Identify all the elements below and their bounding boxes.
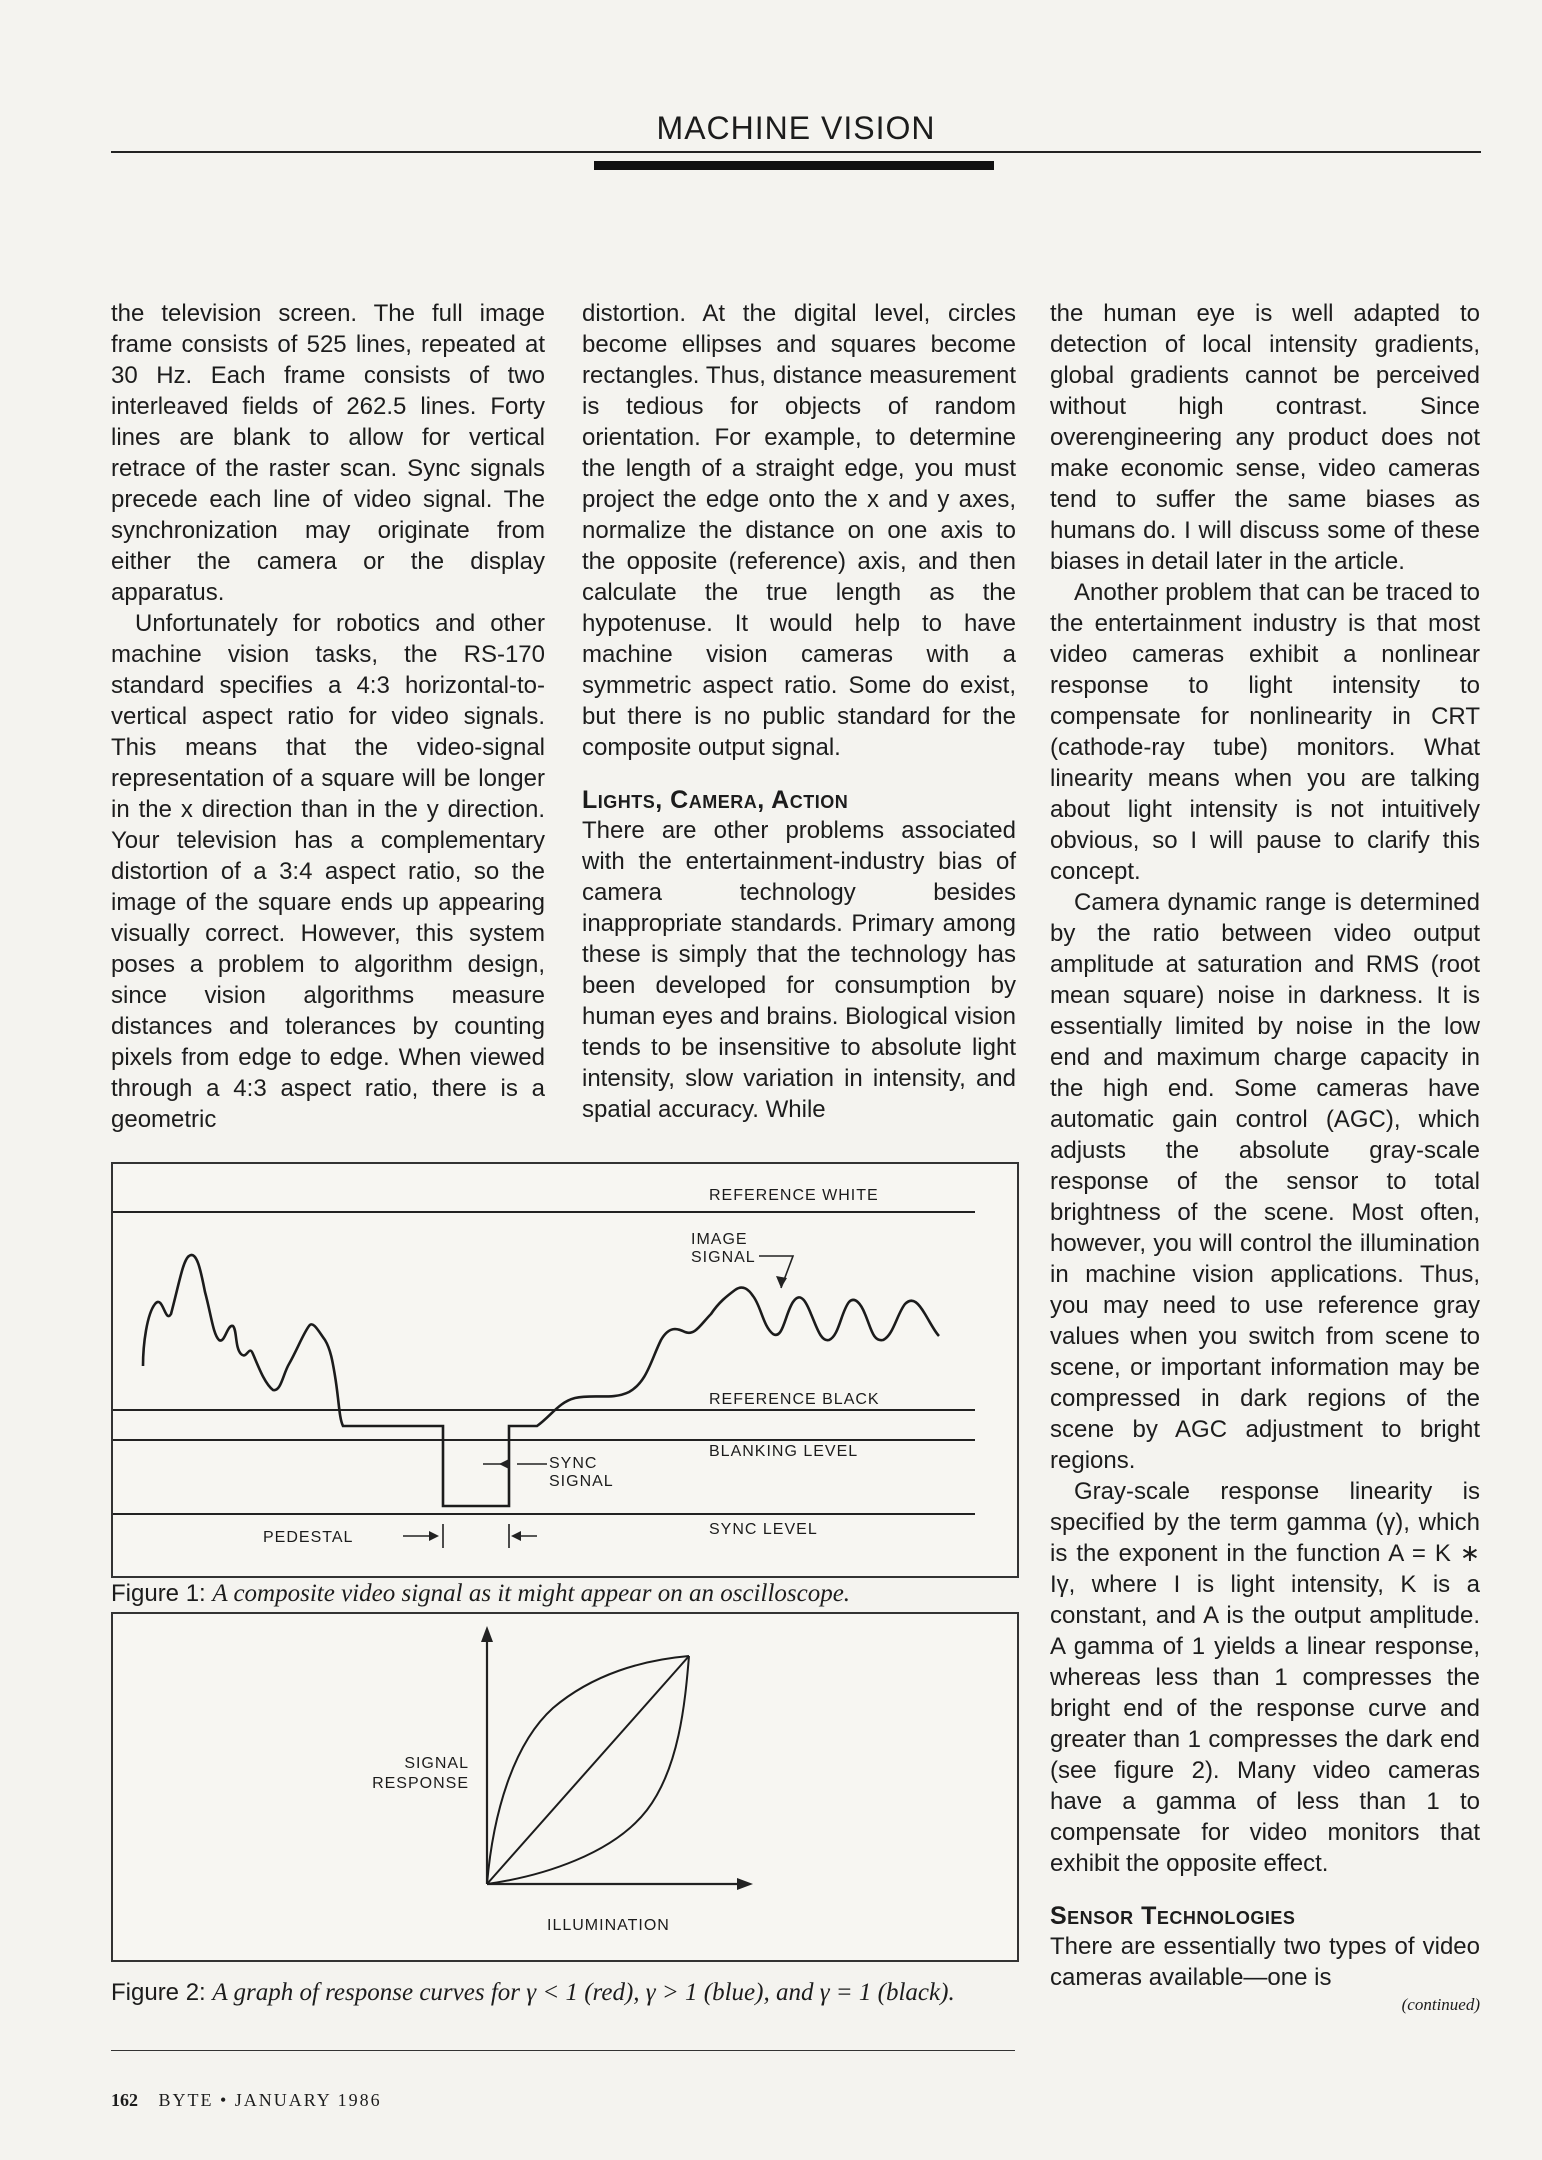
- sync-level-label: SYNC LEVEL: [709, 1521, 818, 1538]
- pedestal-arrowhead-right: [511, 1531, 521, 1541]
- sync-signal-label-line1: SYNC: [549, 1455, 598, 1472]
- figure-1-caption-prefix: Figure 1:: [111, 1580, 206, 1607]
- sync-signal-label-line2: SIGNAL: [549, 1473, 614, 1490]
- illumination-label: ILLUMINATION: [547, 1917, 670, 1934]
- figure-1-caption: [111, 1579, 1015, 1609]
- paragraph: the human eye is well adapted to detection of local intensity gradients, global gradients cannot be perceived without high contrast. Since overengineering any product does not make economic sense, video cameras tend to suffer the same biases as humans do. I will discuss some of these biases in detail later in the article.: [1050, 300, 1480, 575]
- blanking-level-label: BLANKING LEVEL: [709, 1443, 859, 1460]
- paragraph: There are essentially two types of video cameras available—one is: [1050, 1933, 1480, 1991]
- page-number: 162: [111, 2090, 138, 2110]
- publication-info: BYTE • JANUARY 1986: [158, 2090, 382, 2110]
- image-signal-label-line1: IMAGE: [691, 1231, 748, 1248]
- image-signal-arrowhead: [776, 1276, 787, 1288]
- reference-white-label: REFERENCE WHITE: [709, 1187, 879, 1204]
- paragraph: distortion. At the digital level, circles become ellipses and squares become rectangles. Thus, distance measurement is tedious for objects of random orientation. For example, to determine the length of a straight edge, you must project the edge onto the x and y axes, normalize the distance on one axis to the opposite (reference) axis, and then calculate the true length as the hypotenuse. It would help to have machine vision cameras with a symmetric aspect ratio. Some do exist, but there is no public standard for the composite output signal.: [582, 300, 1016, 761]
- paragraph: Camera dynamic range is determined by the ratio between video output amplitude at saturation and RMS (root mean square) noise in darkness. It is essentially limited by noise in the low end and maximum charge capacity in the high end. Some cameras have automatic gain control (AGC), which adjusts the absolute gray-scale response of the sensor to total brightness of the scene. Most often, however, you will control the illumination in machine vision applications. Thus, you may need to use reference gray values when you switch from scene to scene, or important information may be compressed in dark regions of the scene by AGC adjustment to bright regions.: [1050, 889, 1480, 1474]
- gamma-equals-1-curve: [487, 1656, 689, 1884]
- x-axis-arrowhead: [737, 1878, 753, 1890]
- figure-2-diagram: [113, 1614, 1017, 1960]
- figure-1-composite-video-signal: [111, 1162, 1019, 1578]
- page-header: [111, 105, 1481, 153]
- section-title: MACHINE VISION: [656, 110, 936, 146]
- figure-2-caption-text: A graph of response curves for γ < 1 (red), γ > 1 (blue), and γ = 1 (black).: [212, 1979, 955, 2006]
- text-column-3: [1050, 298, 1480, 2017]
- figure-2-caption-prefix: Figure 2:: [111, 1979, 206, 2006]
- image-signal-pointer: [759, 1256, 793, 1288]
- page-footer: [111, 2090, 382, 2111]
- figure-1-caption-text: A composite video signal as it might appear on an oscilloscope.: [212, 1580, 851, 1607]
- reference-black-label: REFERENCE BLACK: [709, 1391, 880, 1408]
- figure-2-caption-rule: [111, 2050, 1015, 2051]
- section-heading-lights-camera-action: Lights, Camera, Action: [582, 786, 849, 814]
- paragraph: Gray-scale response linearity is specified by the term gamma (γ), which is the exponent in the function A = K ∗ Iγ, where I is light intensity, K is a constant, and A is the output amplitude. A gamma of 1 yields a linear response, whereas less than 1 compresses the bright end of the response curve and greater than 1 compresses the dark end (see figure 2). Many video cameras have a gamma of less than 1 to compensate for video monitors that exhibit the opposite effect.: [1050, 1478, 1480, 1877]
- figure-2-caption: [111, 1978, 1015, 2008]
- image-signal-label-line2: SIGNAL: [691, 1249, 756, 1266]
- text-column-2: [582, 298, 1016, 1125]
- paragraph: Another problem that can be traced to the entertainment industry is that most video cameras exhibit a nonlinear response to light intensity to compensate for nonlinearity in CRT (cathode-ray tube) monitors. What linearity means when you are talking about light intensity is not intuitively obvious, so I will pause to clarify this concept.: [1050, 579, 1480, 885]
- signal-response-label-line2: RESPONSE: [372, 1775, 469, 1792]
- figure-2-response-curves: [111, 1612, 1019, 1962]
- paragraph: the television screen. The full image frame consists of 525 lines, repeated at 30 Hz. Each frame consists of two interleaved fields of 262.5 lines. Forty lines are blank to allow for vertical retrace of the raster scan. Sync signals precede each line of video signal. The synchronization may originate from either the camera or the display apparatus.: [111, 300, 545, 606]
- paragraph: Unfortunately for robotics and other machine vision tasks, the RS-170 standard specifies a 4:3 horizontal-to-vertical aspect ratio for video signals. This means that the video-signal representation of a square will be longer in the x direction than in the y direction. Your television has a complementary distortion of a 3:4 aspect ratio, so the image of the square ends up appearing visually correct. However, this system poses a problem to algorithm design, since vision algorithms measure distances and tolerances by counting pixels from edge to edge. When viewed through a 4:3 aspect ratio, there is a geometric: [111, 610, 545, 1133]
- paragraph: There are other problems associated with the entertainment-industry bias of camera technology besides inappropriate standards. Primary among these is simply that the technology has been developed for consumption by human eyes and brains. Biological vision tends to be insensitive to absolute light intensity, slow variation in intensity, and spatial accuracy. While: [582, 817, 1016, 1123]
- signal-response-label-line1: SIGNAL: [404, 1755, 469, 1772]
- figure-1-diagram: [113, 1164, 1017, 1576]
- section-heading-sensor-technologies: Sensor Technologies: [1050, 1902, 1296, 1930]
- pedestal-arrowhead-left: [429, 1531, 439, 1541]
- header-accent-bar: [594, 161, 994, 170]
- sync-signal-arrowhead: [499, 1459, 509, 1469]
- text-column-1: [111, 298, 545, 1135]
- continued-note: (continued): [1401, 1995, 1480, 2014]
- composite-waveform: [143, 1255, 939, 1506]
- y-axis-arrowhead: [481, 1626, 493, 1642]
- pedestal-label: PEDESTAL: [263, 1529, 354, 1546]
